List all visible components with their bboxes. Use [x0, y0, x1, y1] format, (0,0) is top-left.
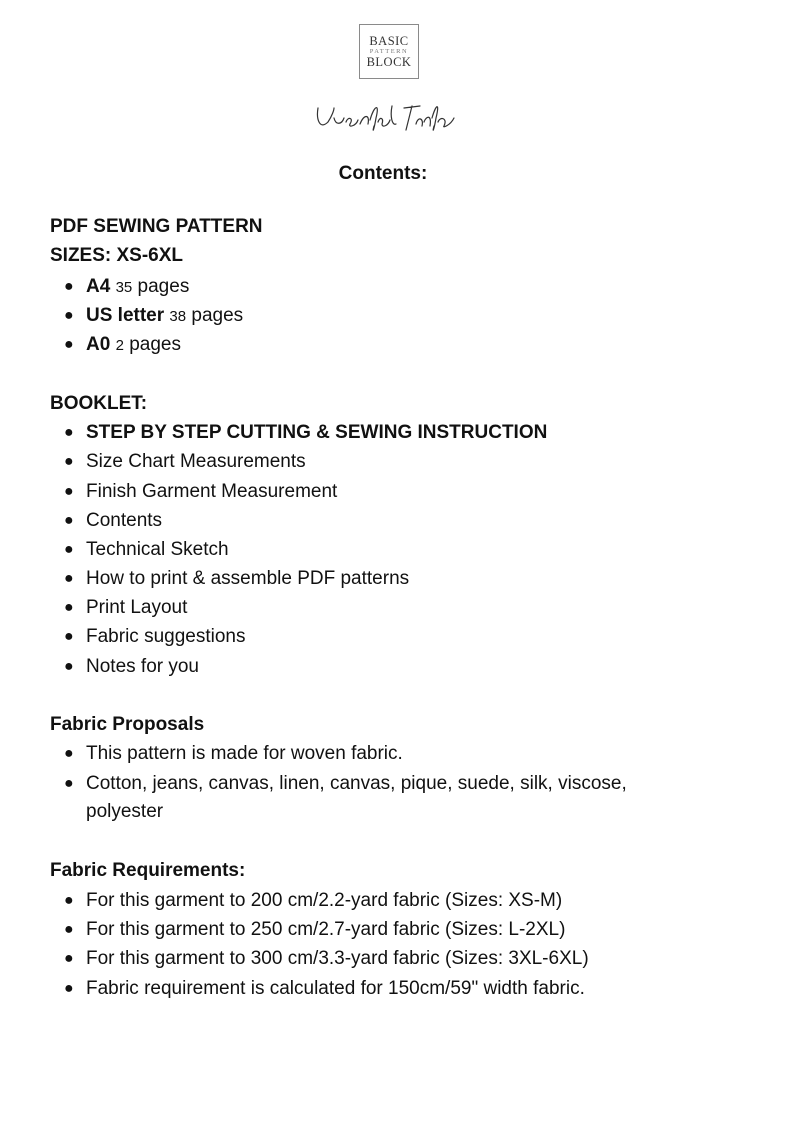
- booklet-title: BOOKLET:: [50, 393, 148, 414]
- pattern-title: PDF SEWING PATTERN: [50, 216, 263, 237]
- sizes-label: SIZES: XS-6XL: [50, 245, 184, 266]
- requirement-item-text: For this garment to 300 cm/3.3-yard fabric (Sizes: 3XL-6XL): [86, 948, 589, 969]
- page-count: 2: [115, 337, 124, 354]
- contents-title: Contents:: [338, 163, 428, 184]
- booklet-item-text: Size Chart Measurements: [86, 451, 306, 472]
- page-suffix: pages: [137, 276, 190, 297]
- booklet-item-text: Fabric suggestions: [86, 626, 246, 647]
- booklet-item-text: Finish Garment Measurement: [86, 481, 338, 502]
- page-count: 35: [115, 279, 133, 296]
- proposal-item-text: Cotton, jeans, canvas, linen, canvas, pique, suede, silk, viscose,: [86, 773, 627, 794]
- page-count: 38: [169, 308, 187, 325]
- page-suffix: pages: [129, 334, 181, 355]
- logo-line-1: BASIC: [369, 33, 409, 48]
- logo-line-2: PATTERN: [369, 47, 409, 55]
- booklet-item-text: Contents: [86, 510, 163, 531]
- requirement-item-text: For this garment to 200 cm/2.2-yard fabric (Sizes: XS-M): [86, 890, 563, 911]
- proposal-item-text: This pattern is made for woven fabric.: [86, 743, 403, 764]
- useful-info-heading-text: [312, 96, 468, 121]
- page-suffix: pages: [191, 305, 244, 326]
- booklet-item-text: Print Layout: [86, 597, 188, 618]
- requirement-item-text: For this garment to 250 cm/2.7-yard fabric (Sizes: L-2XL): [86, 919, 566, 940]
- booklet-item-text: Notes for you: [86, 656, 199, 677]
- format-label: A0: [86, 334, 111, 355]
- booklet-item-text: Technical Sketch: [86, 539, 229, 560]
- proposal-item-continuation: polyester: [86, 801, 164, 822]
- requirement-item-text: Fabric requirement is calculated for 150cm/59" width fabric.: [86, 978, 585, 999]
- fabric-requirements-title: Fabric Requirements:: [50, 860, 246, 881]
- format-label: A4: [86, 276, 111, 297]
- format-label: US letter: [86, 305, 165, 326]
- brand-logo: [359, 24, 419, 79]
- booklet-item-text: How to print & assemble PDF patterns: [86, 568, 410, 589]
- booklet-item-text: STEP BY STEP CUTTING & SEWING INSTRUCTION: [86, 422, 548, 443]
- logo-line-3: BLOCK: [366, 54, 412, 69]
- fabric-proposals-title: Fabric Proposals: [50, 714, 205, 735]
